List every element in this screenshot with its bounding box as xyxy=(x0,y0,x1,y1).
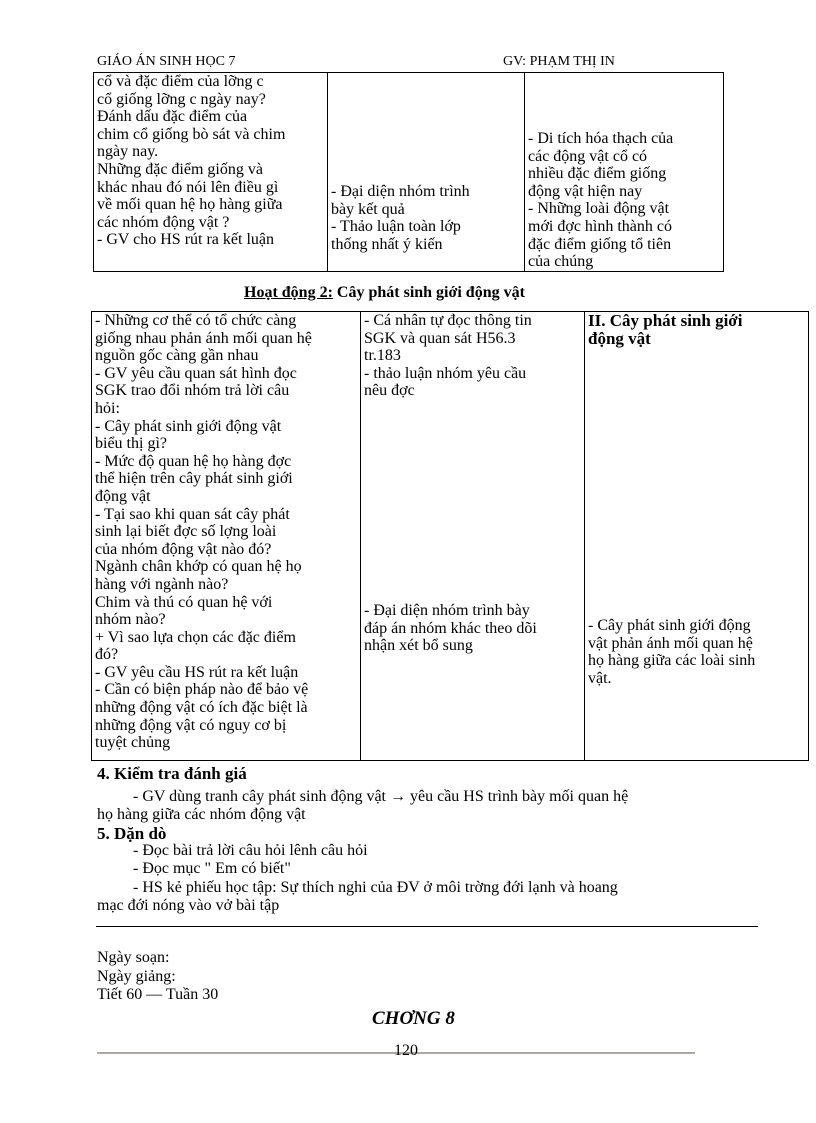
t2c2-line: đáp án nhóm khác theo dõi xyxy=(364,619,537,637)
section5-continuation: mạc đới nóng vào vở bài tập xyxy=(97,897,280,914)
t2c2-line: SGK và quan sát H56.3 xyxy=(364,329,516,347)
t2c3-line: vật. xyxy=(588,669,612,687)
t2c1-line: những động vật có ích đặc biệt là xyxy=(95,699,308,717)
section5-item: - HS kẻ phiếu học tập: Sự thích nghi của ĐV ở môi trờng đới lạnh và hoang xyxy=(133,879,618,896)
t2c1-line: giống nhau phản ánh mối quan hệ xyxy=(95,329,312,347)
t2c1-line: động vật xyxy=(95,487,151,505)
t1c3-line: động vật hiện nay xyxy=(528,182,643,200)
t1c2-line: - Thảo luận toàn lớp xyxy=(331,218,461,236)
section-divider xyxy=(96,926,758,927)
t2c1-line: Chim và thú có quan hệ với xyxy=(95,593,273,611)
activity2-title: Cây phát sinh giới động vật xyxy=(332,284,525,301)
t1c1-line: Đánh dấu đặc điểm của xyxy=(97,108,248,126)
activity2-label: Hoạt động 2: xyxy=(244,284,333,301)
t1c2-spacer xyxy=(331,73,520,183)
t1c1-line: ngày nay. xyxy=(97,143,159,161)
t1c1-line: các nhóm động vật ? xyxy=(97,213,230,231)
t2c3-line: vật phản ánh mối quan hệ xyxy=(588,634,753,652)
t1c2-line: thống nhất ý kiến xyxy=(331,235,443,253)
t2-content-column xyxy=(585,312,809,761)
t1c3-line: nhiều đặc điểm giống xyxy=(528,165,667,183)
t2c1-line: - GV yêu cầu quan sát hình đọc xyxy=(95,364,297,382)
t2c1-line: - Mức độ quan hệ họ hàng đợc xyxy=(95,452,292,470)
tiet-tuan: Tiết 60 — Tuần 30 xyxy=(97,986,219,1003)
t2c1-line: - Tại sao khi quan sát cây phát xyxy=(95,505,290,523)
section5-item: - Đọc mục " Em có biết" xyxy=(133,860,291,877)
t2c1-line: - Cây phát sinh giới động vật xyxy=(95,417,282,435)
t2c1-line: của nhóm động vật nào đó? xyxy=(95,540,272,558)
header-left: GIÁO ÁN SINH HỌC 7 xyxy=(97,54,236,69)
activity2-heading xyxy=(244,284,525,302)
t1c1-line: Những đặc điểm giống và xyxy=(97,160,263,178)
t2c2-line: - Đại diện nhóm trình bày xyxy=(364,601,530,619)
t2c2-line: nêu đợc xyxy=(364,382,415,400)
t2c1-line: thể hiện trên cây phát sinh giới xyxy=(95,470,293,488)
t2c1-line: SGK trao đổi nhóm trả lời câu xyxy=(95,382,290,400)
t2c2-line: - thảo luận nhóm yêu cầu xyxy=(364,364,527,382)
t1c3-line: mới đợc hình thành có xyxy=(528,217,673,235)
ngay-soan: Ngày soạn: xyxy=(97,949,170,966)
t1c3-line: của chúng xyxy=(528,253,594,271)
t1-teacher-column xyxy=(94,73,328,272)
section4-line: - GV dùng tranh cây phát sinh động vật → yêu cầu HS trình bày mối quan hệ xyxy=(133,788,629,805)
activity2-table xyxy=(91,311,809,761)
t2c1-line: tuyệt chủng xyxy=(95,734,171,752)
t1c1-line: cổ giống lỡng c ngày nay? xyxy=(97,90,266,108)
ngay-giang: Ngày giảng: xyxy=(97,968,176,985)
t2c1-line: - Những cơ thể có tổ chức càng xyxy=(95,312,297,329)
t1c3-line: - Di tích hóa thạch của xyxy=(528,130,674,147)
t2c1-line: nhóm nào? xyxy=(95,611,166,629)
t1c1-line: khác nhau đó nói lên điều gì xyxy=(97,178,279,196)
t2c3-line: họ hàng giữa các loài sinh xyxy=(588,652,756,670)
t2c3-line: - Cây phát sinh giới động xyxy=(588,617,751,635)
t2c2-line: nhận xét bổ sung xyxy=(364,637,473,655)
section5-title: 5. Dặn dò xyxy=(97,824,167,843)
t1c1-line: về mối quan hệ họ hàng giữa xyxy=(97,196,283,214)
t2c1-line: đó? xyxy=(95,646,119,664)
section5-item: - Đọc bài trả lời câu hỏi lênh câu hỏi xyxy=(133,842,368,859)
t1-student-column xyxy=(328,73,525,272)
t1-content-column xyxy=(525,73,724,272)
t1c1-line: chim cổ giống bò sát và chim xyxy=(97,125,286,143)
t2-student-column xyxy=(361,312,585,761)
header-right: GV: PHẠM THỊ IN xyxy=(503,54,615,69)
t1c1-line: cổ và đặc điểm của lỡng c xyxy=(97,73,264,90)
t2-teacher-column xyxy=(92,312,361,761)
activity1-table xyxy=(93,72,724,272)
page-number: 120 xyxy=(394,1042,418,1059)
t2c1-line: + Vì sao lựa chọn các đặc điểm xyxy=(95,628,296,646)
t2c1-line: Ngành chân khớp có quan hệ họ xyxy=(95,558,302,576)
t2c1-line: - Cần có biện pháp nào để bảo vệ xyxy=(95,681,309,699)
t2c1-line: hỏi: xyxy=(95,399,120,417)
t1c3-line: các động vật cổ có xyxy=(528,147,648,165)
chapter-title: CHƠNG 8 xyxy=(372,1008,455,1029)
t2c1-line: những động vật có nguy cơ bị xyxy=(95,716,287,734)
t2c1-line: - GV yêu cầu HS rút ra kết luận xyxy=(95,663,299,681)
t1c2-line: bày kết quả xyxy=(331,200,405,218)
section-ii-heading: động vật xyxy=(588,328,651,348)
t2c3-spacer xyxy=(588,347,804,617)
t2c1-line: biểu thị gì? xyxy=(95,435,167,453)
t2c2-spacer xyxy=(364,400,580,602)
t2c2-line: tr.183 xyxy=(364,347,401,365)
section4-title: 4. Kiểm tra đánh giá xyxy=(97,764,247,783)
t2c1-line: nguồn gốc càng gần nhau xyxy=(95,347,259,365)
t1c3-spacer xyxy=(528,73,719,130)
t2c1-line: hàng với ngành nào? xyxy=(95,575,229,593)
t2c2-line: - Cá nhân tự đọc thông tin xyxy=(364,312,532,329)
section4-line: họ hàng giữa các nhóm động vật xyxy=(97,806,306,823)
t1c3-line: đặc điểm giống tổ tiên xyxy=(528,235,672,253)
t1c2-line: - Đại diện nhóm trình xyxy=(331,183,470,200)
t2c1-line: sinh lại biết đợc số lợng loài xyxy=(95,523,277,541)
t1c1-line: - GV cho HS rút ra kết luận xyxy=(97,231,274,249)
section-ii-heading: II. Cây phát sinh giới xyxy=(588,311,743,330)
t1c3-line: - Những loài động vật xyxy=(528,200,670,218)
